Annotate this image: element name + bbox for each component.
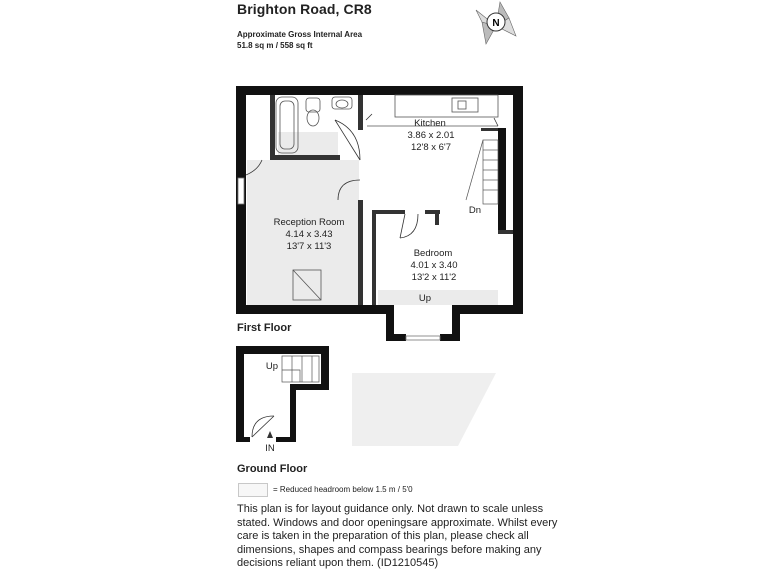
ground-floor-walls xyxy=(236,346,329,442)
kitchen-name: Kitchen xyxy=(414,118,446,129)
reception-name: Reception Room xyxy=(273,217,345,228)
legend-text: = Reduced headroom below 1.5 m / 5'0 xyxy=(273,485,413,494)
external-area xyxy=(352,373,496,446)
stairs-up-label-ground: Up xyxy=(265,361,279,372)
compass-icon xyxy=(476,2,516,44)
reduced-headroom-area-bedroom xyxy=(378,290,498,305)
disclaimer-text: This plan is for layout guidance only. Not drawn to scale unless stated. Windows and door openingsare approximate. Whilst every care is taken in the preparation of this plan, please check all dimensions, shapes and compass bearings before making any decisions reliant upon them. (ID1210545) xyxy=(237,503,558,570)
entrance-arrow-icon xyxy=(267,431,273,438)
bedroom-imperial: 13'2 x 11'2 xyxy=(411,272,457,283)
bedroom-name: Bedroom xyxy=(413,248,453,259)
area-label: Approximate Gross Internal Area xyxy=(237,30,363,39)
area-value: 51.8 sq m / 558 sq ft xyxy=(237,41,313,50)
reception-imperial: 13'7 x 11'3 xyxy=(286,241,332,252)
kitchen-imperial: 12'8 x 6'7 xyxy=(410,142,452,153)
legend-swatch xyxy=(238,483,268,497)
entrance-label: IN xyxy=(265,443,275,454)
compass-north-label: N xyxy=(492,18,500,29)
ground-floor-label: Ground Floor xyxy=(237,463,308,475)
bedroom-metric: 4.01 x 3.40 xyxy=(410,260,458,271)
bay-window xyxy=(406,336,440,340)
staircase-first-floor xyxy=(466,140,498,204)
staircase-ground-floor xyxy=(282,356,319,382)
side-window xyxy=(238,178,244,204)
kitchen-metric: 3.86 x 2.01 xyxy=(407,130,455,141)
plan-title: Brighton Road, CR8 xyxy=(237,1,372,17)
reception-metric: 4.14 x 3.43 xyxy=(285,229,333,240)
first-floor-label: First Floor xyxy=(237,322,292,334)
stairs-up-label-bedroom: Up xyxy=(418,293,432,304)
stairs-down-label: Dn xyxy=(468,205,482,216)
